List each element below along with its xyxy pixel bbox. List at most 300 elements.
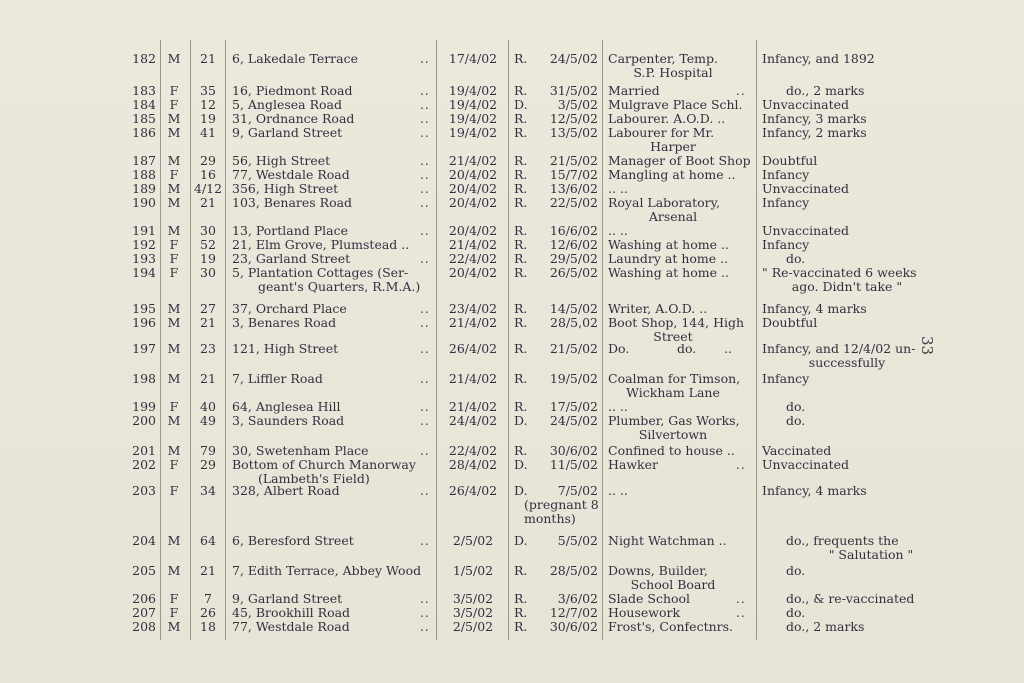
result: R. <box>514 125 528 140</box>
column-rule <box>225 40 226 640</box>
leader-dots: .. <box>420 154 430 168</box>
notified-date: 21/4/02 <box>448 153 498 168</box>
address <box>232 154 432 168</box>
leader-dots: .. <box>420 168 430 182</box>
result-date <box>530 564 598 578</box>
notified-date: 21/4/02 <box>448 371 498 386</box>
vaccination-status <box>762 564 956 578</box>
vaccination-line1: Vaccinated <box>762 443 832 458</box>
occupation <box>608 266 754 280</box>
result-date-line1: 5/5/02 <box>557 533 598 548</box>
case-number: 208 <box>132 619 156 634</box>
vaccination-line1: Infancy, 2 marks <box>762 125 867 140</box>
occupation-line1: Hawker <box>608 457 658 472</box>
vaccination-line1: Unvaccinated <box>762 457 850 472</box>
occupation-line1: Coalman for Timson, <box>608 371 741 386</box>
sex: F <box>169 605 179 620</box>
vaccination-line1: Unvaccinated <box>762 97 850 112</box>
column-rule <box>756 40 757 640</box>
age: 21 <box>200 315 216 330</box>
vaccination-line1: Infancy <box>762 167 810 182</box>
occupation-line1: Royal Laboratory, <box>608 195 721 210</box>
result-date <box>530 154 598 168</box>
address <box>232 266 432 294</box>
vaccination-line1: do. <box>786 413 806 428</box>
address-line1: 328, Albert Road <box>232 483 340 498</box>
occupation <box>608 98 754 112</box>
sex: F <box>169 265 179 280</box>
address-line1: 3, Saunders Road <box>232 413 345 428</box>
address <box>232 606 432 620</box>
result-date <box>530 606 598 620</box>
result-date <box>530 168 598 182</box>
occupation <box>608 372 754 400</box>
age: 52 <box>200 237 216 252</box>
occupation-line1: Housework <box>608 605 681 620</box>
vaccination-line1: do. <box>786 563 806 578</box>
address-line1: 9, Garland Street <box>232 125 343 140</box>
occupation <box>608 484 754 498</box>
age: 64 <box>200 533 216 548</box>
notified-date: 24/4/02 <box>448 413 498 428</box>
occupation <box>608 126 754 154</box>
address <box>232 534 432 548</box>
result-date-line1: 3/6/02 <box>557 591 598 606</box>
vaccination-status <box>762 168 932 182</box>
result-date-line1: 12/6/02 <box>549 237 598 252</box>
result-date-line1: 24/5/02 <box>549 51 598 66</box>
case-number: 200 <box>132 413 156 428</box>
vaccination-status <box>762 620 956 634</box>
leader-dots: .. <box>420 84 430 98</box>
sex: M <box>167 533 181 548</box>
sex: M <box>167 443 181 458</box>
result: R. <box>514 341 528 356</box>
result-date <box>530 372 598 386</box>
result-date-line1: 29/5/02 <box>549 251 598 266</box>
occupation <box>608 606 754 620</box>
vaccination-line2: ago. Didn't take " <box>791 279 903 294</box>
occupation-line1: Plumber, Gas Works, <box>608 413 740 428</box>
age: 16 <box>200 167 216 182</box>
result: D. <box>514 97 528 112</box>
address-line1: 77, Westdale Road <box>232 167 350 182</box>
occupation <box>608 182 754 196</box>
occupation <box>608 342 754 356</box>
result-date-line1: 17/5/02 <box>549 399 598 414</box>
occupation <box>608 196 754 224</box>
vaccination-line1: do., 2 marks <box>786 83 865 98</box>
result: D. <box>514 533 528 548</box>
sex: M <box>167 125 181 140</box>
occupation-line2: School Board <box>630 577 716 592</box>
age: 21 <box>200 195 216 210</box>
age: 30 <box>200 265 216 280</box>
occupation <box>608 302 754 316</box>
address <box>232 168 432 182</box>
notified-date: 23/4/02 <box>448 301 498 316</box>
column-rule <box>508 40 509 640</box>
age: 29 <box>200 153 216 168</box>
address <box>232 302 432 316</box>
sex: M <box>167 413 181 428</box>
result-date <box>530 534 598 548</box>
case-number: 194 <box>132 265 156 280</box>
leader-dots: .. <box>420 98 430 112</box>
address <box>232 182 432 196</box>
vaccination-line1: Infancy, 4 marks <box>762 301 867 316</box>
address <box>232 444 432 458</box>
occupation <box>608 154 754 168</box>
notified-date: 20/4/02 <box>448 223 498 238</box>
occupation <box>608 534 754 548</box>
age: 41 <box>200 125 216 140</box>
result-date-line1: 12/7/02 <box>549 605 598 620</box>
address <box>232 126 432 140</box>
case-number: 188 <box>132 167 156 182</box>
vaccination-status <box>762 302 932 316</box>
vaccination-line1: Doubtful <box>762 315 818 330</box>
occupation-line1: Manager of Boot Shop <box>608 153 751 168</box>
vaccination-status <box>762 84 956 98</box>
sex: M <box>167 153 181 168</box>
vaccination-status <box>762 112 932 126</box>
address <box>232 98 432 112</box>
notified-date: 21/4/02 <box>448 315 498 330</box>
age: 40 <box>200 399 216 414</box>
notified-date: 2/5/02 <box>452 619 494 634</box>
notified-date: 19/4/02 <box>448 97 498 112</box>
age: 21 <box>200 51 216 66</box>
sex: M <box>167 371 181 386</box>
result-date-line1: 12/5/02 <box>549 111 598 126</box>
result-date <box>530 458 598 472</box>
occupation <box>608 224 754 238</box>
result: R. <box>514 111 528 126</box>
result-date-line1: 21/5/02 <box>549 153 598 168</box>
occupation <box>608 168 754 182</box>
result-date-note: (pregnant 8 months) <box>524 497 599 526</box>
result: D. <box>514 457 528 472</box>
leader-dots: .. <box>736 592 746 606</box>
vaccination-status <box>762 154 932 168</box>
vaccination-line1: Infancy, and 12/4/02 un- <box>762 341 916 356</box>
result-date-line1: 28/5,02 <box>550 315 598 330</box>
sex: M <box>167 181 181 196</box>
result: R. <box>514 399 528 414</box>
leader-dots: .. <box>420 400 430 414</box>
sex: F <box>169 167 179 182</box>
leader-dots: .. <box>420 302 430 316</box>
leader-dots: .. <box>420 316 430 330</box>
address <box>232 238 432 252</box>
case-number: 195 <box>132 301 156 316</box>
address-line1: 7, Edith Terrace, Abbey Wood <box>232 563 422 578</box>
occupation-line1: .. .. <box>608 181 628 196</box>
age: 21 <box>200 371 216 386</box>
vaccination-line1: Doubtful <box>762 153 818 168</box>
leader-dots: .. <box>736 458 746 472</box>
address-line1: 5, Anglesea Road <box>232 97 343 112</box>
address <box>232 458 432 486</box>
address-line1: Bottom of Church Manorway <box>232 457 416 472</box>
column-rule <box>160 40 161 640</box>
result: R. <box>514 315 528 330</box>
result-date <box>530 196 598 210</box>
result-date <box>530 52 598 66</box>
case-number: 203 <box>132 483 156 498</box>
vaccination-line1: do., & re-vaccinated <box>786 591 915 606</box>
address-line1: 23, Garland Street <box>232 251 351 266</box>
vaccination-status <box>762 414 956 428</box>
leader-dots: .. <box>420 620 430 634</box>
result: R. <box>514 605 528 620</box>
occupation-line1: Night Watchman .. <box>608 533 727 548</box>
occupation-line1: Laundry at home .. <box>608 251 729 266</box>
result: R. <box>514 265 528 280</box>
occupation-line1: Married <box>608 83 660 98</box>
occupation-line1: Writer, A.O.D. .. <box>608 301 708 316</box>
vaccination-line1: Infancy, and 1892 <box>762 51 875 66</box>
result-date <box>530 238 598 252</box>
address-line1: 356, High Street <box>232 181 339 196</box>
occupation-line1: .. .. <box>608 399 628 414</box>
result-date-line1: 22/5/02 <box>549 195 598 210</box>
result: R. <box>514 591 528 606</box>
address-line1: 16, Piedmont Road <box>232 83 353 98</box>
vaccination-line1: Infancy <box>762 371 810 386</box>
occupation <box>608 238 754 252</box>
occupation <box>608 316 754 344</box>
vaccination-status <box>762 182 932 196</box>
result-date-line1: 30/6/02 <box>549 443 598 458</box>
vaccination-line1: " Re-vaccinated 6 weeks <box>762 265 917 280</box>
sex: M <box>167 223 181 238</box>
sex: F <box>169 237 179 252</box>
age: 34 <box>200 483 216 498</box>
case-number: 198 <box>132 371 156 386</box>
sex: M <box>167 563 181 578</box>
result: R. <box>514 563 528 578</box>
vaccination-status <box>762 316 932 330</box>
occupation-line1: Mangling at home .. <box>608 167 736 182</box>
vaccination-line1: Infancy, 3 marks <box>762 111 867 126</box>
age: 79 <box>200 443 216 458</box>
leader-dots: .. <box>420 182 430 196</box>
vaccination-status <box>762 266 932 294</box>
sex: M <box>167 341 181 356</box>
age: 27 <box>200 301 216 316</box>
vaccination-line1: Unvaccinated <box>762 223 850 238</box>
result-date <box>530 592 598 606</box>
result-date <box>530 342 598 356</box>
address <box>232 620 432 634</box>
address <box>232 196 432 210</box>
address-line1: 64, Anglesea Hill <box>232 399 341 414</box>
sex: F <box>169 399 179 414</box>
occupation-line1: Downs, Builder, <box>608 563 708 578</box>
address <box>232 112 432 126</box>
result: R. <box>514 301 528 316</box>
result-date-line1: 21/5/02 <box>549 341 598 356</box>
age: 30 <box>200 223 216 238</box>
occupation-line1: Slade School <box>608 591 691 606</box>
address-line1: 77, Westdale Road <box>232 619 350 634</box>
notified-date: 22/4/02 <box>448 443 498 458</box>
notified-date: 20/4/02 <box>448 167 498 182</box>
case-number: 204 <box>132 533 156 548</box>
result-date-line1: 30/6/02 <box>549 619 598 634</box>
result-date-line1: 7/5/02 <box>557 483 598 498</box>
result-date-line1: 16/6/02 <box>549 223 598 238</box>
notified-date: 22/4/02 <box>448 251 498 266</box>
notified-date: 19/4/02 <box>448 125 498 140</box>
vaccination-line1: do., 2 marks <box>786 619 865 634</box>
result-date-line1: 11/5/02 <box>549 457 598 472</box>
vaccination-status <box>762 342 932 370</box>
result: R. <box>514 83 528 98</box>
vaccination-status <box>762 372 932 386</box>
address <box>232 224 432 238</box>
address <box>232 484 432 498</box>
vaccination-status <box>762 592 956 606</box>
case-number: 192 <box>132 237 156 252</box>
result-date <box>530 400 598 414</box>
case-number: 196 <box>132 315 156 330</box>
occupation <box>608 592 754 606</box>
vaccination-status <box>762 252 956 266</box>
result-date <box>530 316 598 330</box>
address-line1: 7, Liffler Road <box>232 371 323 386</box>
vaccination-line1: Infancy <box>762 195 810 210</box>
address-line1: 13, Portland Place <box>232 223 349 238</box>
result-date-line1: 13/5/02 <box>549 125 598 140</box>
case-number: 191 <box>132 223 156 238</box>
occupation-line2: Wickham Lane <box>626 385 720 400</box>
case-number: 186 <box>132 125 156 140</box>
result-date <box>530 98 598 112</box>
column-rule <box>436 40 437 640</box>
age: 35 <box>200 83 216 98</box>
notified-date: 2/5/02 <box>452 533 494 548</box>
occupation <box>608 620 754 634</box>
age: 29 <box>200 457 216 472</box>
leader-dots: .. <box>420 224 430 238</box>
result: R. <box>514 181 528 196</box>
address <box>232 400 432 414</box>
age: 23 <box>200 341 216 356</box>
result-date-line1: 3/5/02 <box>557 97 598 112</box>
vaccination-line1: Infancy <box>762 237 810 252</box>
sex: F <box>169 83 179 98</box>
result: R. <box>514 371 528 386</box>
vaccination-line1: Infancy, 4 marks <box>762 483 867 498</box>
vaccination-status <box>762 458 932 472</box>
vaccination-status <box>762 224 932 238</box>
case-number: 202 <box>132 457 156 472</box>
leader-dots: .. <box>420 444 430 458</box>
result: R. <box>514 251 528 266</box>
leader-dots: .. <box>420 196 430 210</box>
case-number: 205 <box>132 563 156 578</box>
occupation <box>608 400 754 414</box>
address-line1: 121, High Street <box>232 341 339 356</box>
sex: F <box>169 591 179 606</box>
vaccination-status <box>762 606 956 620</box>
address-line2: geant's Quarters, R.M.A.) <box>258 279 421 294</box>
result-date <box>530 84 598 98</box>
result: R. <box>514 195 528 210</box>
notified-date: 26/4/02 <box>448 483 498 498</box>
age: 26 <box>200 605 216 620</box>
sex: M <box>167 301 181 316</box>
result: R. <box>514 443 528 458</box>
case-number: 184 <box>132 97 156 112</box>
notified-date: 21/4/02 <box>448 237 498 252</box>
leader-dots: .. <box>420 414 430 428</box>
age: 21 <box>200 563 216 578</box>
sex: F <box>169 483 179 498</box>
occupation <box>608 564 754 592</box>
occupation-line1: Washing at home .. <box>608 237 729 252</box>
address-line1: 3, Benares Road <box>232 315 337 330</box>
address-line1: 56, High Street <box>232 153 331 168</box>
result: R. <box>514 237 528 252</box>
leader-dots: .. <box>736 606 746 620</box>
occupation-line1: Washing at home .. <box>608 265 729 280</box>
occupation-line1: Boot Shop, 144, High <box>608 315 745 330</box>
result-date <box>530 182 598 196</box>
vaccination-line1: do. <box>786 399 806 414</box>
result-date <box>530 252 598 266</box>
vaccination-status <box>762 444 932 458</box>
leader-dots: .. <box>420 534 430 548</box>
occupation-line2: Harper <box>650 139 696 154</box>
case-number: 207 <box>132 605 156 620</box>
notified-date: 19/4/02 <box>448 83 498 98</box>
leader-dots: .. <box>420 112 430 126</box>
occupation <box>608 84 754 98</box>
occupation-line1: Carpenter, Temp. <box>608 51 719 66</box>
age: 49 <box>200 413 216 428</box>
address-line1: 6, Beresford Street <box>232 533 354 548</box>
address <box>232 372 432 386</box>
result-date <box>530 620 598 634</box>
case-number: 193 <box>132 251 156 266</box>
vaccination-line1: do., frequents the <box>786 533 899 548</box>
leader-dots: .. <box>420 126 430 140</box>
leader-dots: .. <box>420 252 430 266</box>
result-date-line1: 28/5/02 <box>549 563 598 578</box>
result-date <box>530 126 598 140</box>
occupation-line1: .. .. <box>608 223 628 238</box>
result-date-line1: 24/5/02 <box>549 413 598 428</box>
occupation-line1: Labourer for Mr. <box>608 125 715 140</box>
leader-dots: .. <box>420 372 430 386</box>
occupation-line2: Street <box>653 329 693 344</box>
sex: M <box>167 619 181 634</box>
result: R. <box>514 167 528 182</box>
vaccination-status <box>762 400 956 414</box>
notified-date: 21/4/02 <box>448 399 498 414</box>
case-number: 183 <box>132 83 156 98</box>
result-date <box>530 112 598 126</box>
result-date <box>530 414 598 428</box>
notified-date: 20/4/02 <box>448 195 498 210</box>
age: 18 <box>200 619 216 634</box>
occupation-line1: Labourer. A.O.D. .. <box>608 111 726 126</box>
column-rule <box>190 40 191 640</box>
